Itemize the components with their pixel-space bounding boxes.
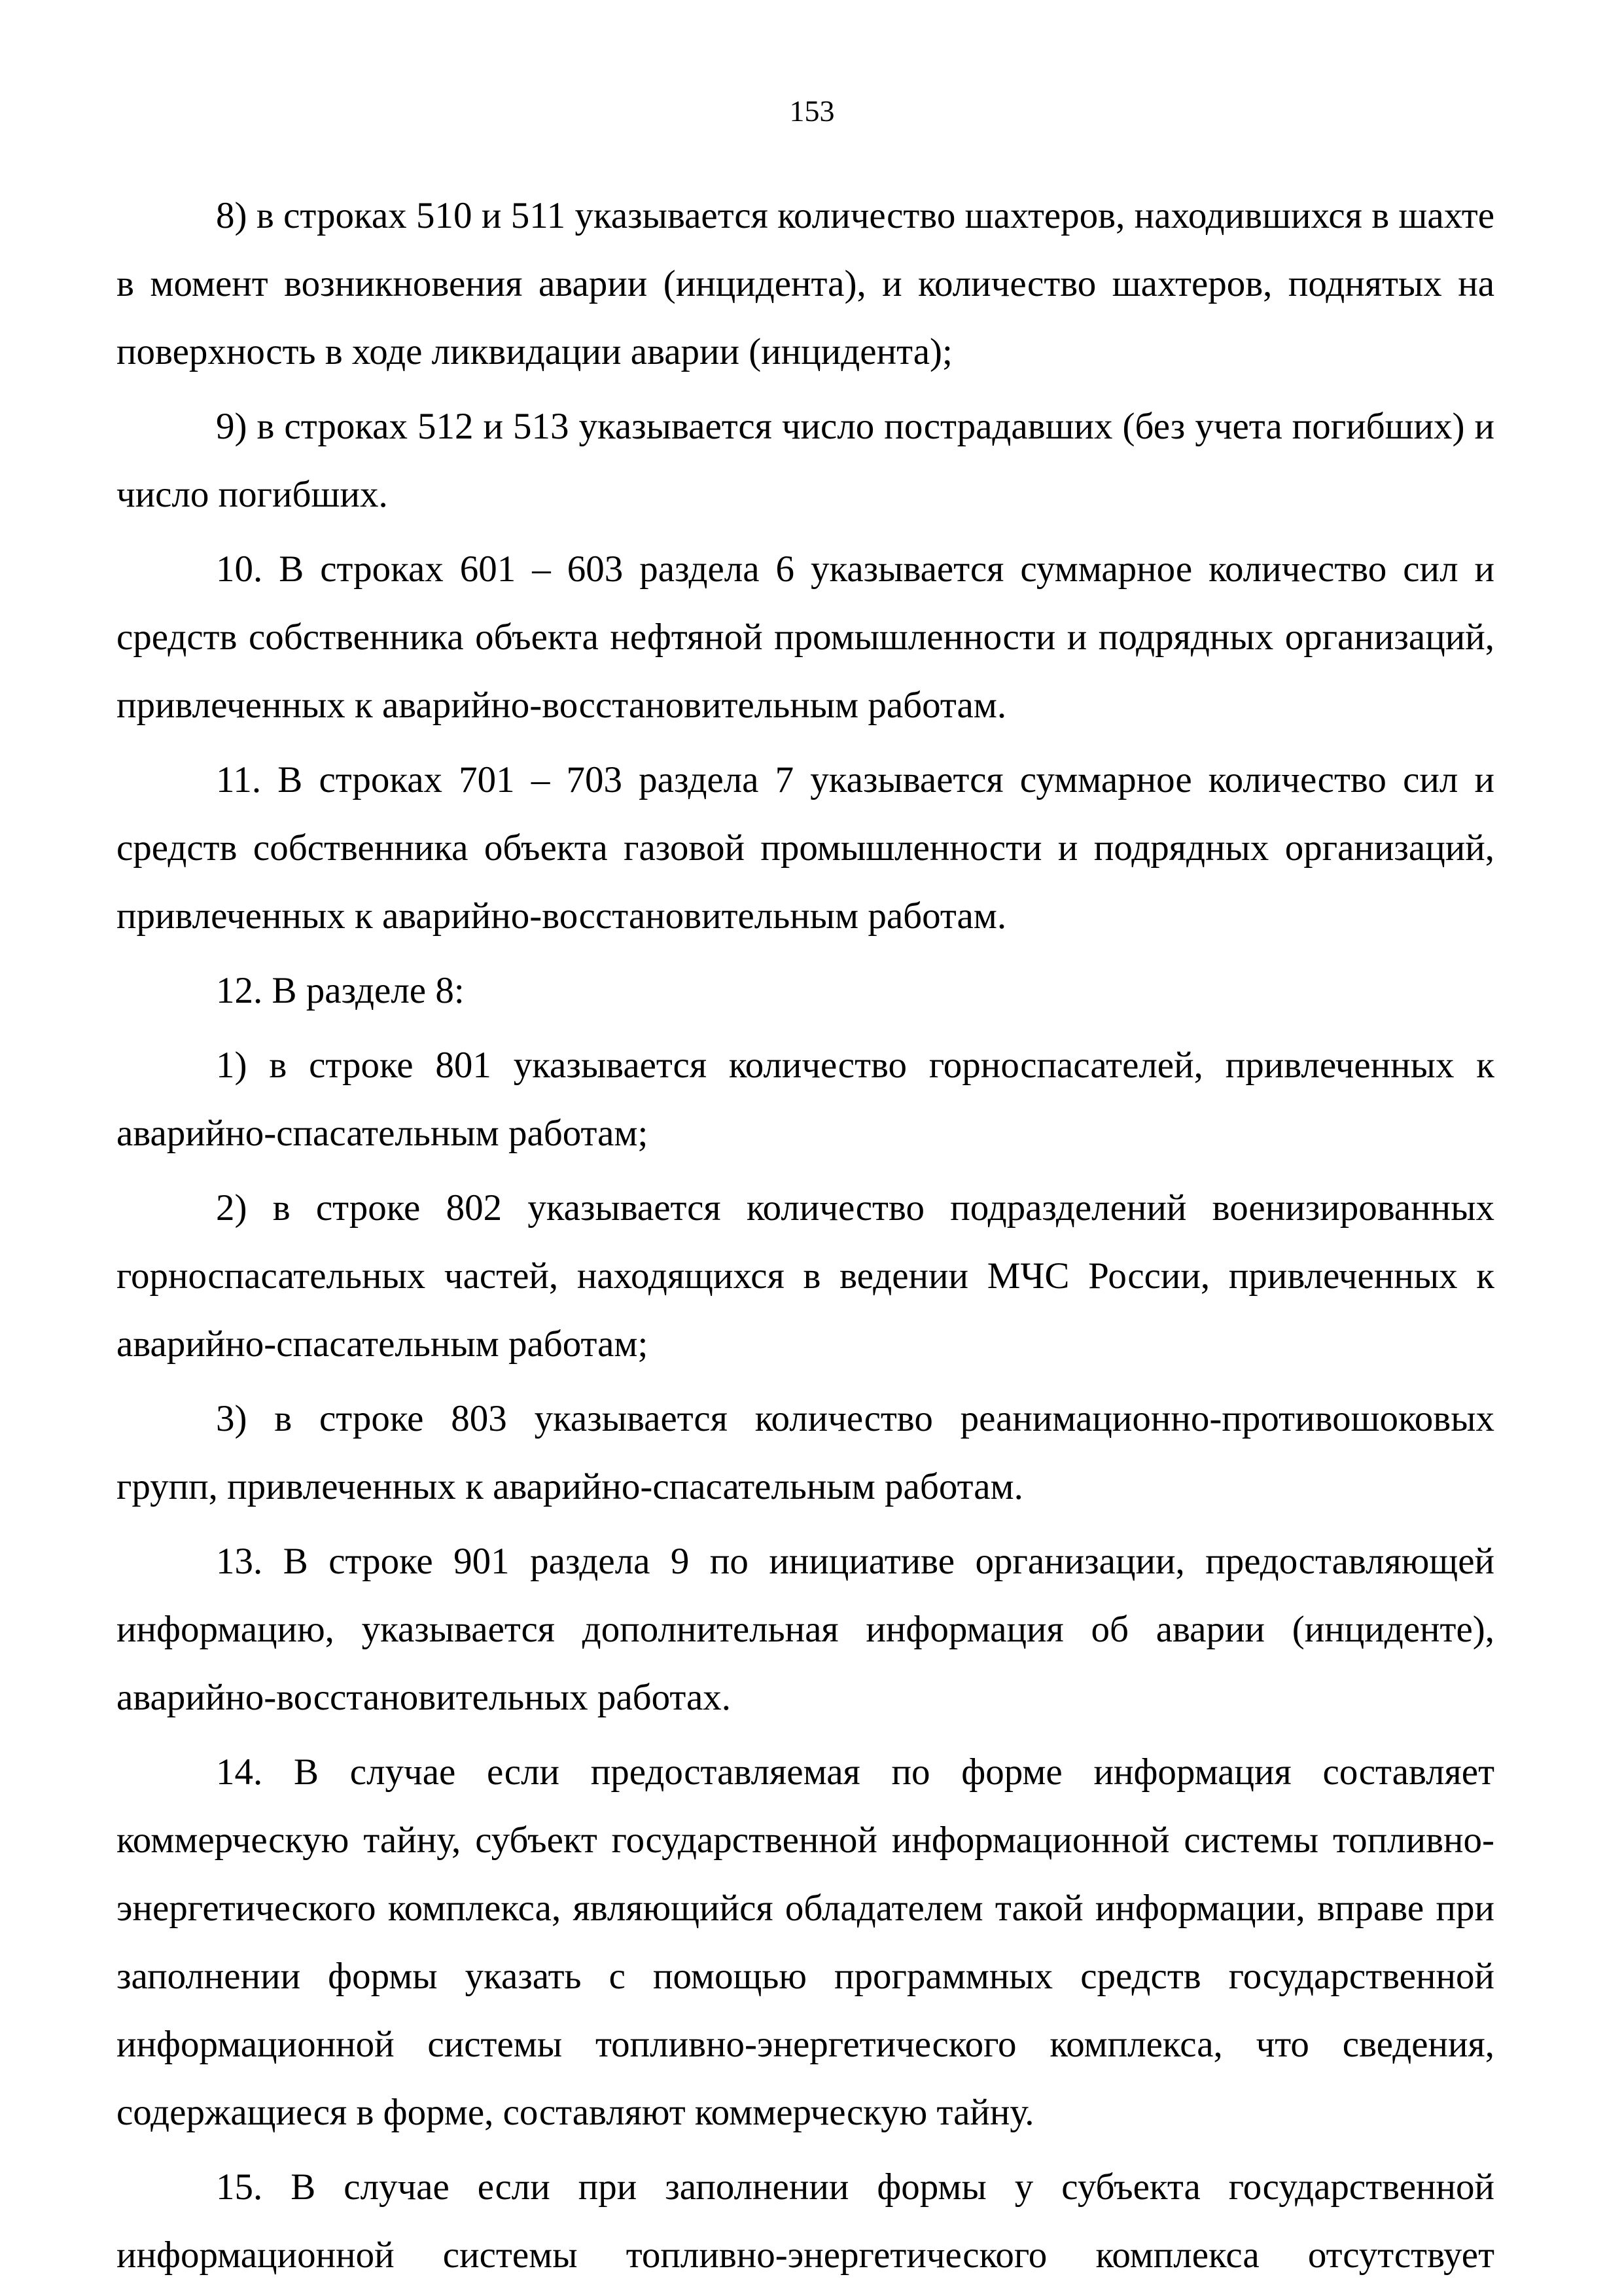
paragraph-item-3: 3) в строке 803 указывается количество реанимационно-противошоковых групп, привлеченных к аварийно-спасательным работам.	[116, 1398, 1494, 1507]
paragraph-item-2: 2) в строке 802 указывается количество подразделений военизированных горноспасательных частей, находящихся в ведении МЧС России, привлеченных к аварийно-спасательным работам;	[116, 1187, 1494, 1365]
paragraph-section-14: 14. В случае если предоставляемая по форме информация составляет коммерческую тайну, субъект государственной информационной системы топливно-энергетического комплекса, являющийся обладателем такой информации, вправе при заполнении формы указать с помощью программных средств государственной информационной системы топливно-энергетического комплекса, что сведения, содержащиеся в форме, составляют коммерческую тайну.	[116, 1751, 1494, 2133]
paragraph-item-1: 1) в строке 801 указывается количество горноспасателей, привлеченных к аварийно-спасательным работам;	[116, 1045, 1494, 1154]
page-number: 153	[789, 94, 835, 128]
paragraph-section-12: 12. В разделе 8:	[216, 970, 465, 1011]
paragraph-item-8: 8) в строках 510 и 511 указывается количество шахтеров, находившихся в шахте в момент возникновения аварии (инцидента), и количество шахтеров, поднятых на поверхность в ходе ликвидации аварии (инцидента);	[116, 195, 1494, 372]
paragraph-item-9: 9) в строках 512 и 513 указывается число пострадавших (без учета погибших) и число погибших.	[116, 406, 1494, 515]
paragraph-section-10: 10. В строках 601 – 603 раздела 6 указывается суммарное количество сил и средств собственника объекта нефтяной промышленности и подрядных организаций, привлеченных к аварийно-восстановительным работам.	[116, 548, 1494, 726]
paragraph-section-13: 13. В строке 901 раздела 9 по инициативе организации, предоставляющей информацию, указывается дополнительная информация об аварии (инциденте), аварийно-восстановительных работах.	[116, 1541, 1494, 1718]
paragraph-section-15: 15. В случае если при заполнении формы у субъекта государственной информационной системы топливно-энергетического комплекса отсутствует	[116, 2166, 1494, 2276]
document-body	[116, 182, 1494, 2296]
paragraph-section-11: 11. В строках 701 – 703 раздела 7 указывается суммарное количество сил и средств собственника объекта газовой промышленности и подрядных организаций, привлеченных к аварийно-восстановительным работам.	[116, 759, 1494, 937]
